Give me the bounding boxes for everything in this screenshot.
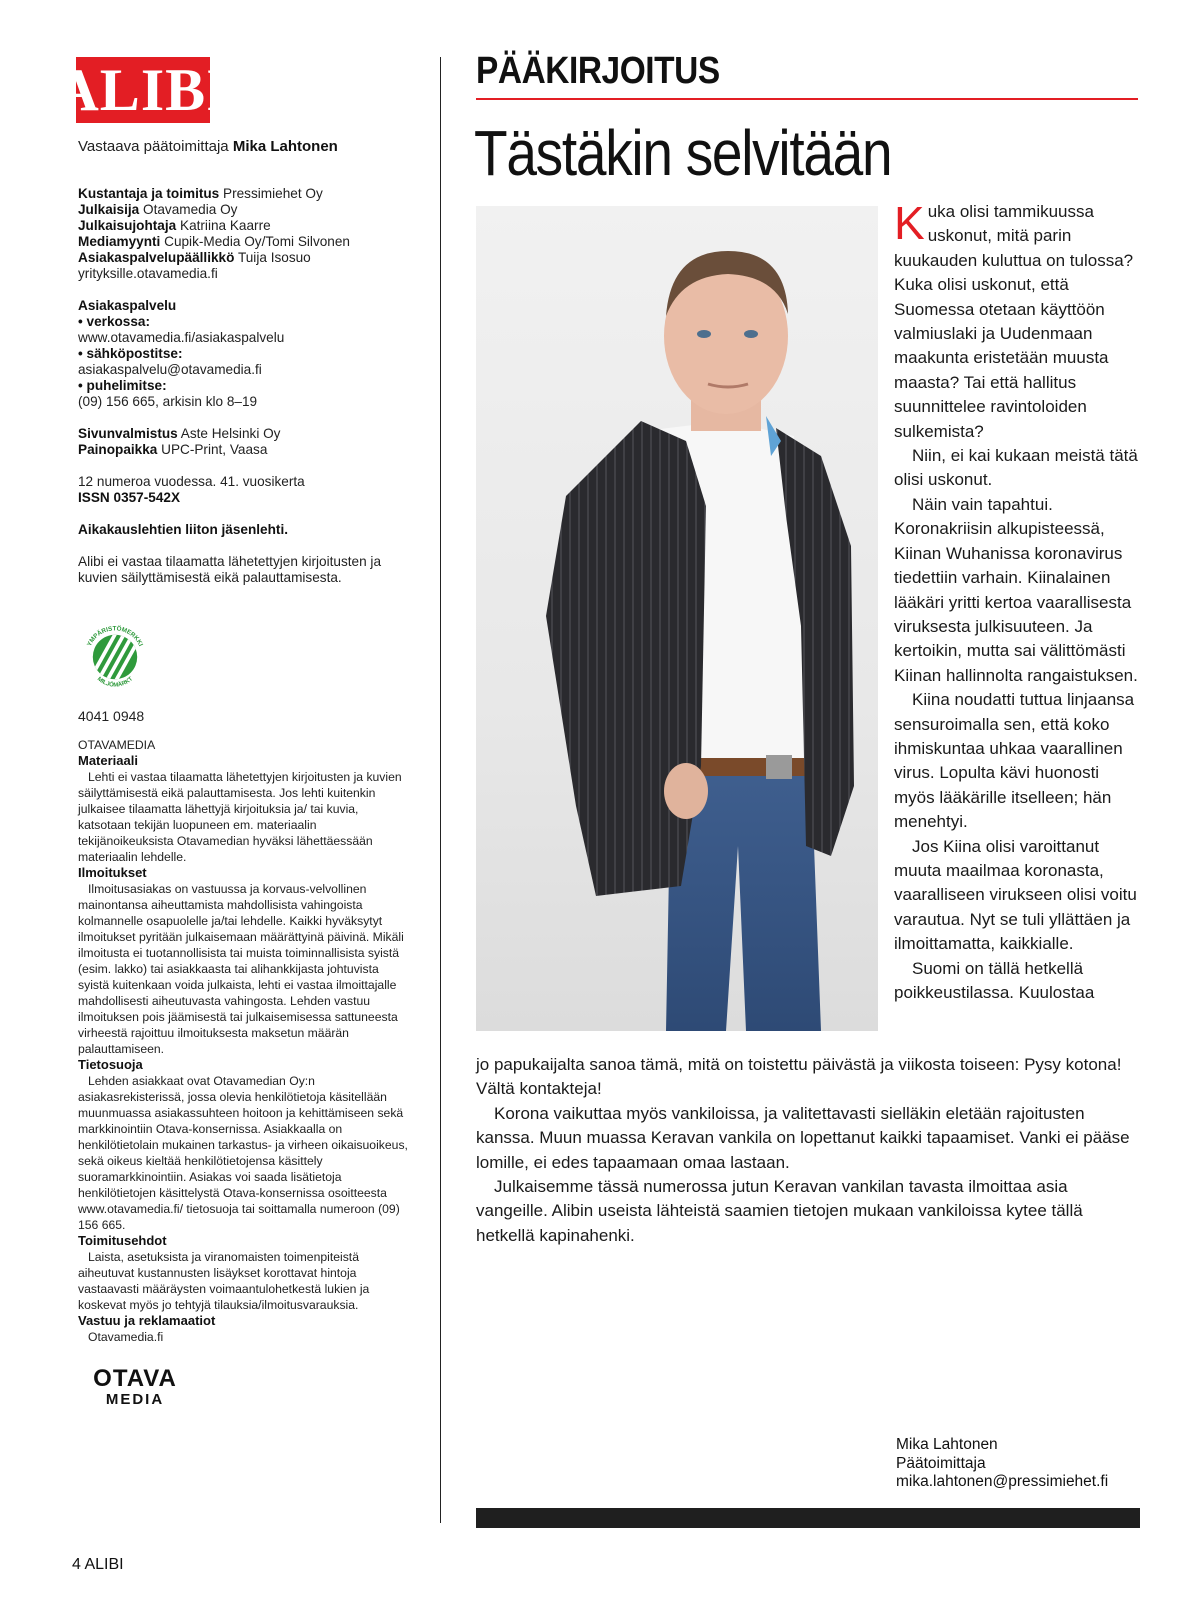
section-label: PÄÄKIRJOITUS [476,50,720,92]
section-rule [476,98,1138,100]
footer-bar [476,1508,1140,1528]
terms-text: Ilmoitusasiakas on vastuussa ja korvaus-velvollinen mainontansa aiheuttamista mahdollisista vahingoista kolmannelle osapuolelle ja/tai lehdelle. Kaikki hyväksytyt ilmoitukset pyritään julkaisemaan määrättyinä päivinä. Mikäli ilmoitusta ei tuotannollisista tai muista toiminnallisista syistä (esim. lakko) tai asiakkaasta tai alihankkijasta johtuvista syistä kuitenkaan voida julkaista, lehti ei vastaa ilmoittajalle mahdollisesti aiheutuvasta vahingosta. Lehden vastuu ilmoituksen pois jäämisestä tai julkaisemisessa sattuneesta virheestä rajoittuu ilmoituksesta maksetun määrän palauttamiseen. [78,882,404,1056]
publisher-row: Kustantaja ja toimitus Pressimiehet Oy [78,186,323,201]
publisher-url: yrityksille.otavamedia.fi [78,266,218,281]
otava-logo-line1: OTAVA [93,1365,177,1392]
article-paragraph: Kuka olisi tammikuussa uskonut, mitä parin kuukauden kuluttua on tulossa? Kuka olisi uskonut, että Suomessa otetaan käyttöön valmiuslaki ja Uudenmaan maakunta eristetään muusta maasta? Tai että hallitus suunnittelee ravintoloiden sulkemista? [894,197,1134,441]
production-row: Painopaikka UPC-Print, Vaasa [78,442,268,457]
alibi-logo: ALIBI [55,57,231,123]
page-number: 4 ALIBI [72,1556,124,1573]
cs-phone-label: • puhelimitse: [78,378,167,393]
terms-text: Laista, asetuksista ja viranomaisten toimenpiteistä aiheutuvat kustannusten lisäykset korottavat hintoja vastaavasti määräysten voimaantulohetkestä lukien ja koskevat myös jo tehtyjä tilauksia/ilmoitusvarauksia. [78,1250,370,1312]
article-paragraph: Kiina noudatti tuttua linjaansa sensuroimalla sen, että koko ihmiskuntaa uhkaa vaarallinen virus. Lopulta kävi huonosti myös lääkärille itselleen; hän menehtyi. [894,690,1135,832]
customer-service-title: Asiakaspalvelu [78,298,177,313]
nordic-swan-ecolabel-icon [78,620,152,694]
disclaimer: Alibi ei vastaa tilaamatta lähetettyjen kirjoitusten ja kuvien säilyttämisestä eikä palauttamisesta. [78,554,381,585]
eco-label-bottom-text: MILJÖMÄRKT [95,676,135,689]
cs-email-label: • sähköpostitse: [78,346,183,361]
signature-title: Päätoimittaja [896,1454,986,1472]
terms-text: Otavamedia.fi [88,1330,164,1344]
editor-portrait-icon [476,206,878,1031]
eco-label-top-text: YMPÄRISTÖMERKKI [85,625,145,648]
article-paragraph: jo papukaijalta sanoa tämä, mitä on toistettu päivästä ja viikosta toiseen: Pysy kotona! Vältä kontakteja! [476,1055,1122,1099]
article-paragraph: Korona vaikuttaa myös vankiloissa, ja valitettavasti sielläkin eletään rajoitusten kanssa. Muun muassa Keravan vankila on lopettanut kaikki tapaamiset. Vanki ei pääse lomille, ei edes tapaamaan omaa lastaan. [476,1103,1130,1172]
cs-phone-value: (09) 156 665, arkisin klo 8–19 [78,394,258,409]
publisher-row: Julkaisija Otavamedia Oy [78,202,238,217]
editor-photo [476,206,878,1031]
publisher-row: Mediamyynti Cupik-Media Oy/Tomi Silvonen [78,234,350,249]
publisher-row: Asiakaspalvelupäällikkö Tuija Isosuo [78,250,311,265]
terms-heading: Tietosuoja [78,1057,143,1072]
editor-label: Vastaava päätoimittaja [78,138,229,155]
terms-heading: Materiaali [78,753,138,768]
article-headline: Tästäkin selvitään [474,117,892,189]
issn: ISSN 0357-542X [78,490,181,505]
cs-web-value: www.otavamedia.fi/asiakaspalvelu [78,330,285,345]
article-paragraph: Näin vain tapahtui. Koronakriisin alkupisteessä, Kiinan Wuhanissa koronavirus tiedettiin varhain. Kiinalainen lääkäri yritti kertoa vaarallisesta viruksesta julkisuuteen. Ja kertoikin, mutta sai välittömästi Kiinan hallinnolta rangaistuksen. [894,494,1138,685]
colophon [78,138,408,586]
publisher-row: Julkaisujohtaja Katriina Kaarre [78,218,271,233]
membership-note: Aikakauslehtien liiton jäsenlehti. [78,522,289,537]
terms-text: Lehti ei vastaa tilaamatta lähetettyjen kirjoitusten ja kuvien säilyttämisestä eikä palauttamisesta. Jos lehti kuitenkin julkaisee tilaamatta lähettyjä kirjoituksia ja/ tai kuvia, katsotaan tekijän luopuneen em. materiaalin tekijänoikeuksista Otavamedian hyväksi lähettäessään materiaalin lehdelle. [78,770,402,864]
issue-info: 12 numeroa vuodessa. 41. vuosikerta [78,474,305,489]
article-paragraph: Suomi on tällä hetkellä poikkeustilassa. Kuulostaa [894,958,1095,1002]
production-row: Sivunvalmistus Aste Helsinki Oy [78,426,281,441]
otavamedia-terms [78,737,408,1345]
article-body-wide [476,1053,1142,1248]
responsible-editor [78,138,408,156]
signature [896,1436,1108,1492]
otava-media-logo [80,1367,190,1408]
terms-heading: Vastuu ja reklamaatiot [78,1313,216,1328]
terms-heading: Ilmoitukset [78,865,147,880]
publisher-info [78,186,408,282]
article-body-column [894,197,1140,1005]
otava-logo-line2: MEDIA [105,1391,165,1408]
terms-heading: Toimitusehdot [78,1233,167,1248]
editor-name: Mika Lahtonen [232,138,338,155]
production-info [78,426,408,458]
eco-label-code: 4041 0948 [78,708,145,724]
terms-text: Lehden asiakkaat ovat Otavamedian Oy:n asiakasrekisterissä, jossa olevia henkilötietoja käsitellään muunmuassa asiakassuhteen hoitoon ja kehittämiseen sekä markkinointiin Otava-konsernissa. Asiakkaalla on henkilötietolain mukainen tarkastus- ja virheen oikaisuoikeus, sekä oikeus kieltää henkilötietojensa käsittely suoramarkkinointiin. Asiakas voi saada lisätietoja henkilötietojen käsittelystä Otava-konsernissa osoitteesta www.otavamedia.fi/ tietosuoja tai soittamalla numeroon (09) 156 665. [78,1074,408,1232]
signature-name: Mika Lahtonen [896,1436,998,1453]
column-divider [440,57,441,1523]
cs-web-label: • verkossa: [78,314,151,329]
drop-cap: K [894,197,925,249]
article-paragraph: Jos Kiina olisi varoittanut muuta maailmaa koronasta, vaaralliseen virukseen olisi voitu varautua. Nyt se tuli yllättäen ja ilmoittamatta, kaikkialle. [894,836,1137,954]
article-paragraph: Niin, ei kai kukaan meistä tätä olisi uskonut. [894,446,1138,490]
signature-email: mika.lahtonen@pressimiehet.fi [896,1473,1109,1490]
terms-company: OTAVAMEDIA [78,738,156,752]
article-paragraph: Julkaisemme tässä numerossa jutun Keravan vankilan tavasta ilmoittaa asia vangeille. Alibin useista lähteistä saamien tietojen mukaan vankiloissa kytee tällä hetkellä kapinahenki. [476,1177,1083,1245]
customer-service [78,298,408,410]
cs-email-value: asiakaspalvelu@otavamedia.fi [78,362,262,377]
